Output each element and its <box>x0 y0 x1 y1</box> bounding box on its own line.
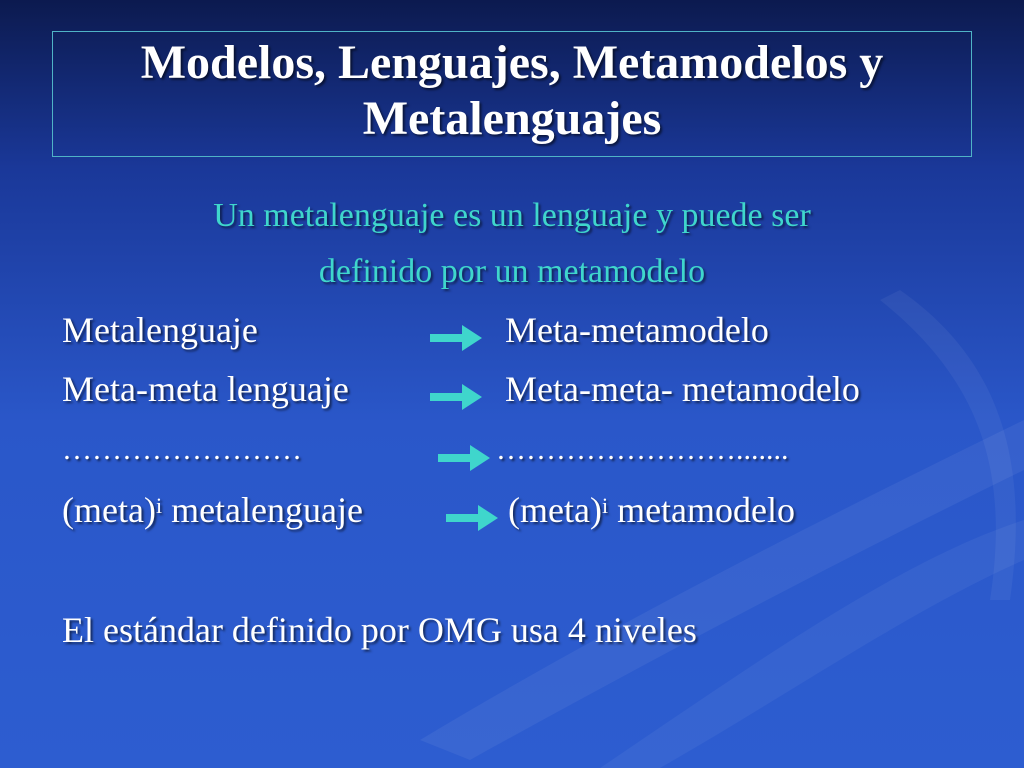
row-1-right: Meta-metamodelo <box>505 310 769 350</box>
row-4-left-prefix: (meta) <box>62 490 156 530</box>
right-arrow-icon <box>430 323 482 353</box>
subtitle-line-1: Un metalenguaje es un lenguaje y puede ser <box>213 197 811 234</box>
slide-title-line-2: Metalenguajes <box>362 92 662 145</box>
title-box <box>52 31 972 157</box>
subtitle <box>52 188 972 300</box>
row-3-right: ……………………....... <box>496 433 789 466</box>
right-arrow-icon <box>438 443 490 473</box>
row-4-right <box>508 488 795 532</box>
right-arrow-icon <box>446 503 498 533</box>
subtitle-line-2: definido por un metamodelo <box>318 253 706 290</box>
row-2-left: Meta-meta lenguaje <box>62 369 349 409</box>
row-4-left <box>62 488 363 532</box>
row-3-left: …………………… <box>62 433 302 466</box>
row-4-right-suffix: metamodelo <box>608 490 796 530</box>
row-2-right: Meta-meta- metamodelo <box>505 369 860 409</box>
slide-title-line-1: Modelos, Lenguajes, Metamodelos y <box>140 36 884 89</box>
row-4-right-superscript: i <box>601 493 609 518</box>
row-4-right-prefix: (meta) <box>508 490 602 530</box>
row-4-left-superscript: i <box>155 493 163 518</box>
row-4-left-suffix: metalenguaje <box>162 490 363 530</box>
right-arrow-icon <box>430 382 482 412</box>
footer-text: El estándar definido por OMG usa 4 niveles <box>62 610 697 650</box>
row-1-left: Metalenguaje <box>62 310 258 350</box>
